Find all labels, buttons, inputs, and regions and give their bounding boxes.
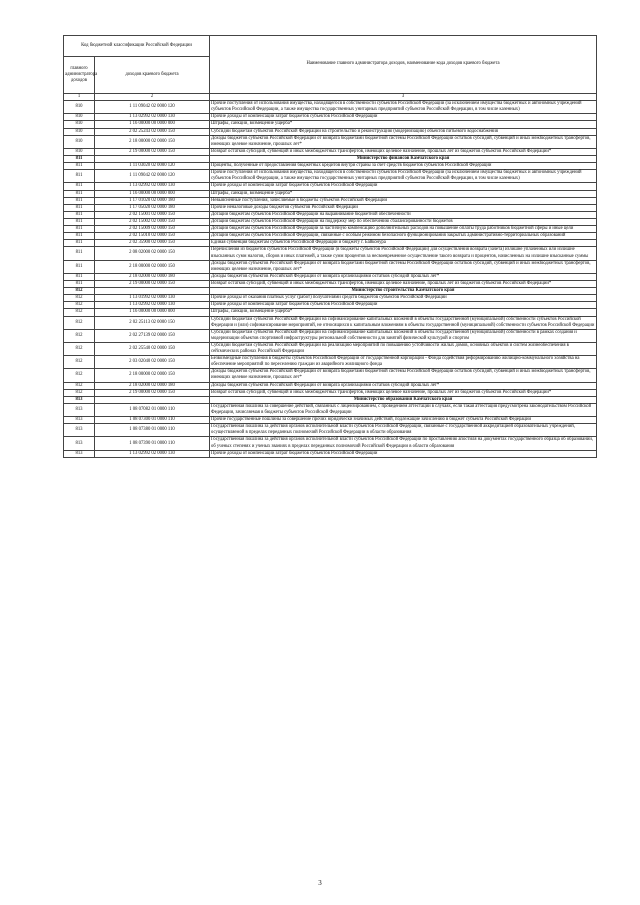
admin-code-cell: 811 <box>64 226 95 233</box>
table-row <box>64 170 597 183</box>
revenue-code-cell <box>95 155 210 162</box>
admin-code-cell: 811 <box>64 211 95 218</box>
revenue-code-cell: 1 08 07390 01 0000 110 <box>95 437 210 450</box>
admin-code-cell: 812 <box>64 316 95 329</box>
revenue-code-cell: 1 08 07300 01 0000 110 <box>95 417 210 424</box>
admin-code-cell: 811 <box>64 273 95 280</box>
admin-code-cell: 811 <box>64 197 95 204</box>
revenue-name-cell: Прочие доходы от компенсации затрат бюджетов субъектов Российской Федерации <box>210 302 597 309</box>
table-row <box>64 450 597 457</box>
table-row <box>64 218 597 225</box>
revenue-name-cell: Дотации бюджетам субъектов Российской Федерации, связанные с особым режимом безопасного функционирования закрытых административно-территориальных образований <box>210 233 597 240</box>
revenue-name-cell: Субсидии бюджетам субъектов Российской Федерации на строительство и реконструкцию (модернизацию) объектов питьевого водоснабжения <box>210 128 597 135</box>
table-row <box>64 135 597 148</box>
revenue-code-cell: 2 02 25113 02 0000 150 <box>95 316 210 329</box>
admin-code-cell: 812 <box>64 389 95 396</box>
header-code-column: доходов краевого бюджета <box>95 57 210 94</box>
revenue-name-cell: Субсидии бюджетам субъектов Российской Федерации на реализацию мероприятий по повышению устойчивости жилых домов, основных объектов и систем жизнеобеспечения в сейсмических районах Российской Федерации <box>210 342 597 355</box>
admin-code-cell: 812 <box>64 309 95 316</box>
revenue-code-cell: 2 18 00000 02 0000 150 <box>95 260 210 273</box>
revenue-code-cell: 2 02 27139 02 0000 150 <box>95 329 210 342</box>
revenue-code-cell: 2 19 00000 02 0000 150 <box>95 389 210 396</box>
revenue-code-cell: 1 13 02992 02 0000 130 <box>95 183 210 190</box>
admin-code-cell: 811 <box>64 240 95 247</box>
admin-code-cell: 812 <box>64 329 95 342</box>
revenue-code-cell: 2 02 15010 02 0000 150 <box>95 233 210 240</box>
budget-codes-table <box>63 35 597 458</box>
admin-code-cell: 812 <box>64 382 95 389</box>
table-body <box>64 101 597 458</box>
admin-code-cell: 810 <box>64 121 95 128</box>
section-title-cell: Министерство финансов Камчатского края <box>210 155 597 162</box>
section-title-cell: Министерство образования Камчатского края <box>210 396 597 403</box>
table-row <box>64 211 597 218</box>
table-row <box>64 148 597 155</box>
table-row <box>64 114 597 121</box>
revenue-code-cell: 2 18 00000 02 0000 150 <box>95 369 210 382</box>
revenue-code-cell: 2 18 02000 02 0000 180 <box>95 273 210 280</box>
table-row <box>64 295 597 302</box>
revenue-name-cell: Прочие доходы от оказания платных услуг (работ) получателями средств бюджетов субъектов Российской Федерации <box>210 295 597 302</box>
revenue-code-cell: 2 02 15002 02 0000 150 <box>95 218 210 225</box>
table-row <box>64 247 597 260</box>
admin-code-cell: 812 <box>64 302 95 309</box>
revenue-code-cell: 1 11 09042 02 0000 120 <box>95 101 210 114</box>
admin-code-cell: 812 <box>64 295 95 302</box>
admin-code-cell: 810 <box>64 128 95 135</box>
revenue-name-cell: Доходы бюджетов субъектов Российской Федерации от возврата бюджетами бюджетной системы Российской Федерации остатков субсидий, субвенций и иных межбюджетных трансфертов, имеющих целевое назначение, прошлых лет* <box>210 135 597 148</box>
revenue-code-cell: 2 18 00000 02 0000 150 <box>95 135 210 148</box>
revenue-name-cell: Возврат остатков субсидий, субвенций и иных межбюджетных трансфертов, имеющих целевое назначение, прошлых лет из бюджетов субъектов Российской Федерации* <box>210 280 597 287</box>
revenue-code-cell: 1 16 00000 00 0000 000 <box>95 121 210 128</box>
revenue-name-cell: Возврат остатков субсидий, субвенций и иных межбюджетных трансфертов, имеющих целевое назначение, прошлых лет из бюджетов субъектов Российской Федерации* <box>210 389 597 396</box>
table-row <box>64 342 597 355</box>
table-row <box>64 273 597 280</box>
revenue-code-cell: 1 13 02992 02 0000 130 <box>95 114 210 121</box>
revenue-code-cell: 1 16 00000 00 0000 000 <box>95 190 210 197</box>
revenue-name-cell: Прочие доходы от компенсации затрат бюджетов субъектов Российской Федерации <box>210 450 597 457</box>
admin-code-cell: 811 <box>64 233 95 240</box>
admin-code-cell: 811 <box>64 247 95 260</box>
revenue-name-cell: Возврат остатков субсидий, субвенций и иных межбюджетных трансфертов, имеющих целевое назначение, прошлых лет из бюджетов субъектов Российской Федерации* <box>210 148 597 155</box>
admin-code-cell: 810 <box>64 148 95 155</box>
revenue-code-cell: 2 03 02040 02 0000 150 <box>95 356 210 369</box>
table-row <box>64 356 597 369</box>
revenue-name-cell: Государственная пошлина за совершение действий, связанных с лицензированием, с проведением аттестации в случаях, если такая аттестация предусмотрена законодательством Российской Федерации, зачисляемая в бюджеты субъектов Российской Федерации <box>210 403 597 416</box>
admin-code-cell: 811 <box>64 170 95 183</box>
revenue-code-cell: 2 08 02000 02 0000 150 <box>95 247 210 260</box>
admin-code-cell: 812 <box>64 342 95 355</box>
revenue-name-cell: Доходы бюджетов субъектов Российской Федерации от возврата бюджетами бюджетной системы Российской Федерации остатков субсидий, субвенций и иных межбюджетных трансфертов, имеющих целевое назначение, прошлых лет* <box>210 260 597 273</box>
admin-code-cell: 811 <box>64 280 95 287</box>
admin-code-cell: 811 <box>64 260 95 273</box>
admin-code-cell: 812 <box>64 369 95 382</box>
admin-code-cell: 813 <box>64 437 95 450</box>
revenue-code-cell: 1 17 01020 02 0000 180 <box>95 197 210 204</box>
revenue-name-cell: Прочие неналоговые доходы бюджетов субъектов Российской Федерации <box>210 204 597 211</box>
revenue-name-cell: Штрафы, санкции, возмещение ущерба* <box>210 121 597 128</box>
revenue-name-cell: Прочие поступления от использования имущества, находящегося в собственности субъектов Российской Федерации (за исключением имущества бюджетных и автономных учреждений субъектов Российской Федерации, а также имущества государственных унитарных предприятий субъектов Российской Федерации, в том числе казенных) <box>210 170 597 183</box>
table-row <box>64 197 597 204</box>
revenue-name-cell: Штрафы, санкции, возмещение ущерба* <box>210 190 597 197</box>
table-row <box>64 424 597 437</box>
admin-code-cell: 813 <box>64 417 95 424</box>
revenue-code-cell <box>95 396 210 403</box>
revenue-code-cell: 2 19 00000 02 0000 150 <box>95 148 210 155</box>
admin-code-cell: 812 <box>64 356 95 369</box>
admin-code-cell: 810 <box>64 135 95 148</box>
revenue-code-cell: 2 02 25243 02 0000 150 <box>95 128 210 135</box>
section-title-cell: Министерство строительства Камчатского края <box>210 288 597 295</box>
column-number-1: 1 <box>64 94 95 101</box>
table-row <box>64 369 597 382</box>
admin-code-cell: 811 <box>64 204 95 211</box>
header-name-column: Наименование главного администратора доходов, наименование кода доходов краевого бюджета <box>210 36 597 94</box>
column-number-2: 2 <box>95 94 210 101</box>
revenue-name-cell: Субсидии бюджетам субъектов Российской Федерации на софинансирование капитальных вложений в объекты государственной (муниципальной) собственности в рамках создания и модернизации объектов спортивной инфраструктуры региональной собственности для занятий физической культурой и спортом <box>210 329 597 342</box>
table-row <box>64 417 597 424</box>
revenue-code-cell: 1 13 02992 02 0000 130 <box>95 302 210 309</box>
revenue-name-cell: Субсидии бюджетам субъектов Российской Федерации на софинансирование капитальных вложений в объекты государственной (муниципальной) собственности субъектов Российской Федерации и (или) софинансирование мероприятий, не относящихся к капитальным вложениям в объекты государственной (муниципальной) собственности субъектов Российской Федерации <box>210 316 597 329</box>
revenue-name-cell: Доходы бюджетов субъектов Российской Федерации от возврата организациями остатков субсидий прошлых лет* <box>210 382 597 389</box>
table-row <box>64 302 597 309</box>
revenue-code-cell: 1 11 03020 02 0000 120 <box>95 163 210 170</box>
revenue-name-cell: Проценты, полученные от предоставления бюджетных кредитов внутри страны за счет средств бюджетов субъектов Российской Федерации <box>210 163 597 170</box>
table-row <box>64 204 597 211</box>
revenue-name-cell: Доходы бюджетов субъектов Российской Федерации от возврата бюджетами бюджетной системы Российской Федерации остатков субсидий, субвенций и иных межбюджетных трансфертов, имеющих целевое назначение, прошлых лет* <box>210 369 597 382</box>
revenue-code-cell: 2 02 25540 02 0000 150 <box>95 342 210 355</box>
table-row <box>64 240 597 247</box>
table-row <box>64 121 597 128</box>
table-row <box>64 183 597 190</box>
revenue-name-cell: Единая субвенция бюджетам субъектов Российской Федерации и бюджету г. Байконура <box>210 240 597 247</box>
revenue-code-cell: 1 17 05020 02 0000 180 <box>95 204 210 211</box>
revenue-code-cell: 1 16 00000 00 0000 000 <box>95 309 210 316</box>
revenue-name-cell: Перечисления из бюджетов субъектов Российской Федерации (в бюджеты субъектов Российской Федерации) для осуществления возврата (зачета) излишне уплаченных или излишне взысканных сумм налогов, сборов и иных платежей, а также сумм процентов за несвоевременное осуществление такого возврата и процентов, начисленных на излишне взысканные суммы <box>210 247 597 260</box>
revenue-code-cell: 1 13 02992 02 0000 130 <box>95 450 210 457</box>
revenue-name-cell: Прочие государственные пошлины за совершение прочих юридически значимых действий, подлежащие зачислению в бюджет субъекта Российской Федерации <box>210 417 597 424</box>
admin-code-cell: 813 <box>64 396 95 403</box>
table-row <box>64 233 597 240</box>
revenue-name-cell: Государственная пошлина за действия органов исполнительной власти субъектов Российской Федерации по проставлению апостиля на документах государственного образца об образовании, об ученых степенях и ученых званиях в пределах переданных полномочий Российской Федерации в области образования <box>210 437 597 450</box>
section-row <box>64 155 597 162</box>
section-row <box>64 396 597 403</box>
table-row <box>64 260 597 273</box>
revenue-code-cell: 1 08 07380 01 0000 110 <box>95 424 210 437</box>
revenue-code-cell: 2 02 35900 02 0000 150 <box>95 240 210 247</box>
revenue-name-cell: Дотации бюджетам субъектов Российской Федерации за частичную компенсацию дополнительных расходов на повышение оплаты труда работников бюджетной сферы и иные цели <box>210 226 597 233</box>
revenue-name-cell: Прочие доходы от компенсации затрат бюджетов субъектов Российской Федерации <box>210 114 597 121</box>
admin-code-cell: 810 <box>64 101 95 114</box>
revenue-name-cell: Невыясненные поступления, зачисляемые в бюджеты субъектов Российской Федерации <box>210 197 597 204</box>
header-admin-column: главного администратора доходов <box>64 57 95 94</box>
table-row <box>64 163 597 170</box>
table-row <box>64 382 597 389</box>
table-row <box>64 280 597 287</box>
column-number-3: 3 <box>210 94 597 101</box>
page-number: 3 <box>318 879 322 887</box>
table-row <box>64 329 597 342</box>
revenue-code-cell: 2 02 15001 02 0000 150 <box>95 211 210 218</box>
revenue-name-cell: Дотации бюджетам субъектов Российской Федерации на выравнивание бюджетной обеспеченности <box>210 211 597 218</box>
table-row <box>64 226 597 233</box>
admin-code-cell: 811 <box>64 163 95 170</box>
header-kbk-group: Код бюджетной классификации Российской Федерации <box>64 36 210 57</box>
admin-code-cell: 811 <box>64 190 95 197</box>
table-row <box>64 101 597 114</box>
table-row <box>64 389 597 396</box>
document-page <box>63 35 596 458</box>
revenue-code-cell: 1 08 07082 01 0000 110 <box>95 403 210 416</box>
table-row <box>64 128 597 135</box>
revenue-name-cell: Доходы бюджетов субъектов Российской Федерации от возврата организациями остатков субсидий прошлых лет* <box>210 273 597 280</box>
revenue-code-cell: 1 13 01992 02 0000 130 <box>95 295 210 302</box>
table-row <box>64 437 597 450</box>
revenue-name-cell: Дотации бюджетам субъектов Российской Федерации на поддержку мер по обеспечению сбалансированности бюджетов <box>210 218 597 225</box>
admin-code-cell: 811 <box>64 183 95 190</box>
admin-code-cell: 813 <box>64 424 95 437</box>
admin-code-cell: 812 <box>64 288 95 295</box>
table-row <box>64 309 597 316</box>
table-row <box>64 316 597 329</box>
section-row <box>64 288 597 295</box>
revenue-code-cell: 1 11 09042 02 0000 120 <box>95 170 210 183</box>
revenue-name-cell: Безвозмездные поступления в бюджеты субъектов Российской Федерации от государственной корпорации - Фонда содействия реформированию жилищно-коммунального хозяйства на обеспечение мероприятий по переселению граждан из аварийного жилищного фонда <box>210 356 597 369</box>
revenue-code-cell: 2 18 02000 02 0000 180 <box>95 382 210 389</box>
table-header <box>64 36 597 101</box>
revenue-name-cell: Прочие поступления от использования имущества, находящегося в собственности субъектов Российской Федерации (за исключением имущества бюджетных и автономных учреждений субъектов Российской Федерации, а также имущества государственных унитарных предприятий субъектов Российской Федерации, в том числе казенных) <box>210 101 597 114</box>
revenue-name-cell: Штрафы, санкции, возмещение ущерба* <box>210 309 597 316</box>
revenue-name-cell: Государственная пошлина за действия органов исполнительной власти субъектов Российской Федерации, связанные с государственной аккредитацией образовательных учреждений, осуществляемой в пределах переданных полномочий Российской Федерации в области образования <box>210 424 597 437</box>
table-row <box>64 403 597 416</box>
admin-code-cell: 813 <box>64 450 95 457</box>
admin-code-cell: 811 <box>64 218 95 225</box>
table-row <box>64 190 597 197</box>
revenue-name-cell: Прочие доходы от компенсации затрат бюджетов субъектов Российской Федерации <box>210 183 597 190</box>
admin-code-cell: 811 <box>64 155 95 162</box>
revenue-code-cell: 2 02 15009 02 0000 150 <box>95 226 210 233</box>
revenue-code-cell <box>95 288 210 295</box>
admin-code-cell: 813 <box>64 403 95 416</box>
revenue-code-cell: 2 19 00000 02 0000 150 <box>95 280 210 287</box>
admin-code-cell: 810 <box>64 114 95 121</box>
